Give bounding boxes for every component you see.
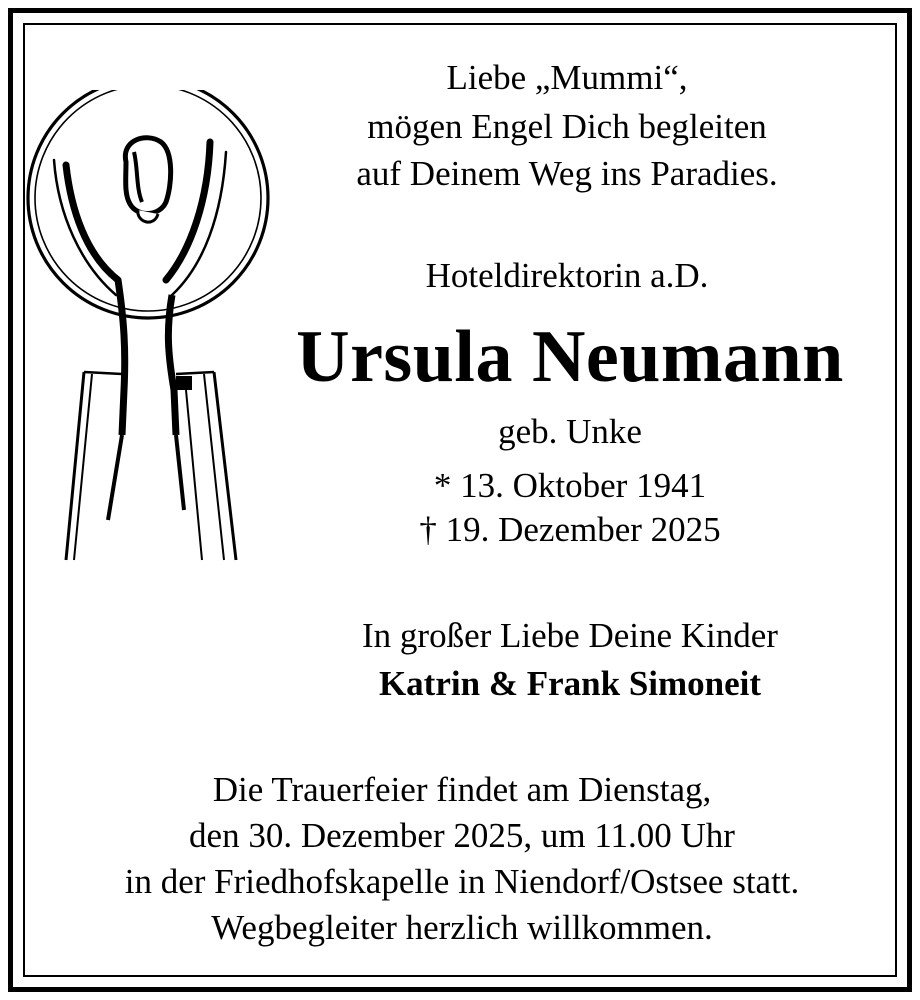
deceased-title: Hoteldirektorin a.D. bbox=[425, 256, 709, 295]
service-line-1: Die Trauerfeier findet am Dienstag, bbox=[212, 770, 712, 809]
angel-in-circle-icon bbox=[26, 90, 276, 570]
deceased-maiden-name: geb. Unke bbox=[498, 412, 642, 451]
verse-line-3: auf Deinem Weg ins Paradies. bbox=[356, 154, 778, 193]
verse-line-2: mögen Engel Dich begleiten bbox=[367, 107, 767, 146]
service-line-3: in der Friedhofskapelle in Niendorf/Ostsee statt. bbox=[124, 862, 800, 901]
service-line-4: Wegbegleiter herzlich willkommen. bbox=[211, 908, 713, 947]
deceased-name: Ursula Neumann bbox=[296, 316, 844, 398]
mourners-intro: In großer Liebe Deine Kinder bbox=[362, 616, 778, 655]
death-date: † 19. Dezember 2025 bbox=[419, 510, 721, 549]
birth-date: * 13. Oktober 1941 bbox=[433, 466, 707, 505]
verse-line-1: Liebe „Mummi“, bbox=[446, 58, 688, 97]
service-line-2: den 30. Dezember 2025, um 11.00 Uhr bbox=[189, 816, 735, 855]
mourners-names: Katrin & Frank Simoneit bbox=[378, 664, 762, 703]
